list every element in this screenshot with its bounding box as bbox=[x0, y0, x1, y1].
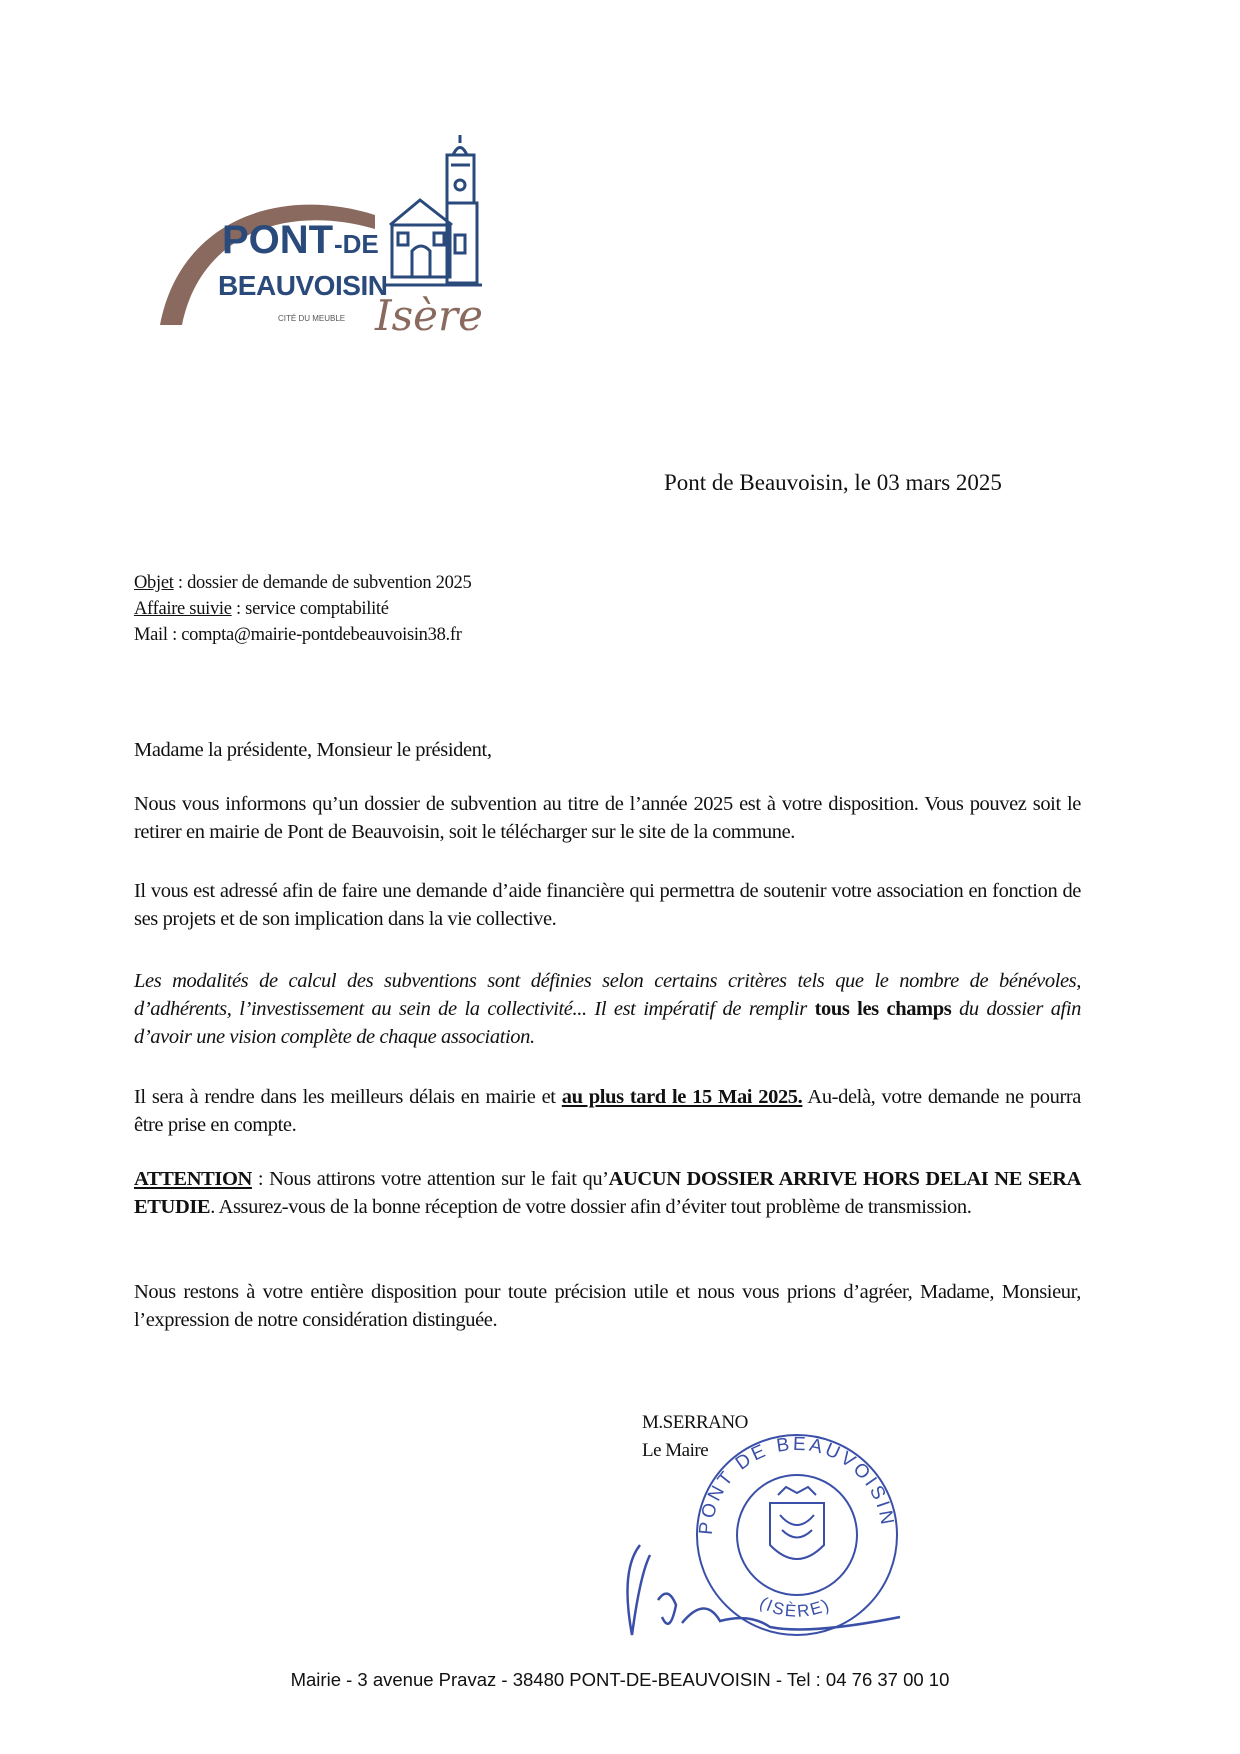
date-line: Pont de Beauvoisin, le 03 mars 2025 bbox=[664, 470, 1002, 495]
affaire-label: Affaire suivie bbox=[134, 599, 232, 619]
coat-of-arms-icon bbox=[770, 1503, 824, 1559]
objet-label: Objet bbox=[134, 573, 174, 593]
town-logo bbox=[160, 125, 500, 370]
logo-isere: Isère bbox=[375, 291, 483, 340]
affaire-value: : service comptabilité bbox=[231, 599, 389, 619]
mayor-name: M.SERRANO bbox=[642, 1412, 748, 1433]
footer-address: Mairie - 3 avenue Pravaz - 38480 PONT-DE-BEAUVOISIN - Tel : 04 76 37 00 10 bbox=[290, 1669, 950, 1690]
objet-row bbox=[134, 570, 471, 596]
paragraph-closing: Nous restons à votre entière disposition pour toute précision utile et nous vous prions d’agréer, Madame, Monsieur, l’expression de notre considération distinguée. bbox=[134, 1281, 1081, 1331]
mail-row: Mail : compta@mairie-pontdebeauvoisin38.fr bbox=[134, 625, 462, 645]
crown-icon bbox=[778, 1487, 816, 1495]
handwritten-signature bbox=[628, 1545, 901, 1635]
paragraph-deadline: Il sera à rendre dans les meilleurs délais en mairie et au plus tard le 15 Mai 2025. Au-delà, votre demande ne pourra être prise en compte. bbox=[134, 1086, 1082, 1136]
paragraph-purpose: Il vous est adressé afin de faire une demande d’aide financière qui permettra de soutenir votre association en fonction de ses projets et de son implication dans la vie collective. bbox=[134, 880, 1081, 930]
stamp-ring-bottom: (ISÈRE) bbox=[756, 1593, 834, 1621]
logo-tagline: CITÉ DU MEUBLE bbox=[278, 314, 346, 323]
stamp-ring-top: PONT DE BEAUVOISIN bbox=[695, 1433, 898, 1536]
deadline-date: au plus tard le 15 Mai 2025. bbox=[561, 1086, 803, 1108]
mayor-title: Le Maire bbox=[642, 1440, 709, 1461]
signature-block bbox=[642, 1409, 748, 1465]
paragraph-criteria: Les modalités de calcul des subventions sont définies selon certains critères tels que le nombre de bénévoles, d’adhérents, l’investissement au sein de la collectivité... Il est impératif de remplir tous les champs du dossier afin d’avoir une vision complète de chaque association. bbox=[134, 970, 1081, 1048]
greeting: Madame la présidente, Monsieur le président, bbox=[134, 739, 492, 761]
logo-de: -DE bbox=[334, 229, 379, 259]
warning-emphasis: AUCUN DOSSIER ARRIVE HORS DELAI NE SERA ETUDIE bbox=[134, 1168, 1081, 1218]
attention-label: ATTENTION bbox=[134, 1168, 252, 1190]
logo-pont: PONT bbox=[222, 218, 334, 262]
affaire-row bbox=[134, 596, 471, 622]
paragraph-warning: ATTENTION : Nous attirons votre attention sur le fait qu’AUCUN DOSSIER ARRIVE HORS DELAI NE SERA ETUDIE. Assurez-vous de la bonne réception de votre dossier afin d’éviter tout problème de transmission. bbox=[134, 1168, 1081, 1218]
objet-value: : dossier de demande de subvention 2025 bbox=[173, 573, 472, 593]
logo-beauvoisin: BEAUVOISIN bbox=[218, 270, 388, 301]
required-fields-emphasis: tous les champs bbox=[814, 998, 952, 1020]
paragraph-availability: Nous vous informons qu’un dossier de subvention au titre de l’année 2025 est à votre disposition. Vous pouvez soit le retirer en mairie de Pont de Beauvoisin, soit le télécharger sur le site de la commune. bbox=[134, 793, 1081, 843]
reference-block bbox=[134, 570, 471, 648]
church-icon bbox=[385, 135, 482, 285]
